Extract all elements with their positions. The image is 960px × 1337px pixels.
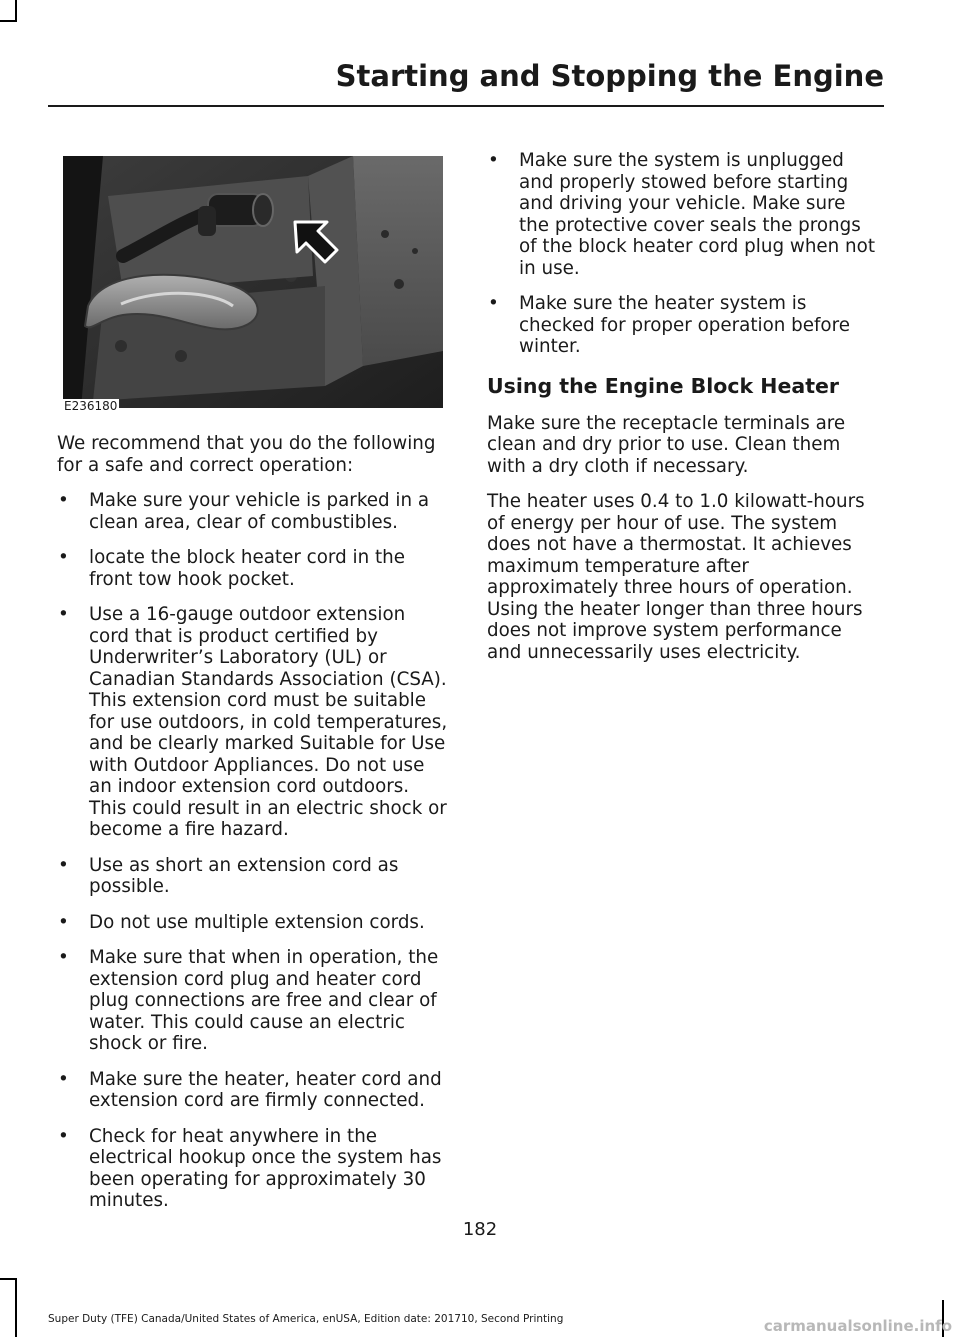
crop-mark-bottom-left-vertical — [15, 1278, 17, 1337]
watermark: carmanualsonline.info — [763, 1317, 952, 1335]
bullet-marker: • — [58, 911, 69, 933]
list-item — [57, 490, 449, 533]
list-item — [57, 1126, 449, 1212]
right-column — [487, 150, 881, 677]
crop-mark-top-left-vertical — [15, 0, 17, 22]
bullet-marker: • — [58, 490, 69, 511]
list-item-text: Do not use multiple extension cords. — [89, 911, 425, 933]
bullet-marker: • — [58, 1125, 69, 1147]
left-column — [57, 433, 449, 1226]
list-item — [487, 150, 881, 279]
list-item-text: Make sure your vehicle is parked in a clean area, clear of combustibles. — [89, 490, 430, 533]
bullet-marker: • — [58, 1068, 69, 1090]
list-item-text: Check for heat anywhere in the electrical hookup once the system has been operating for approximately 30 minutes. — [89, 1125, 442, 1211]
engine-bay-drawing — [63, 156, 443, 408]
list-item — [57, 1069, 449, 1112]
footer-text: Super Duty (TFE) Canada/United States of America, enUSA, Edition date: 201710, Second Printing — [48, 1313, 564, 1325]
bullet-marker: • — [488, 293, 499, 314]
section-heading: Using the Engine Block Heater — [487, 373, 840, 398]
page-title: Starting and Stopping the Engine — [335, 59, 884, 93]
bullet-marker: • — [488, 150, 499, 171]
bullet-marker: • — [58, 947, 69, 968]
bullet-marker: • — [58, 854, 69, 876]
list-item-text: Use as short an extension cord as possible. — [89, 854, 399, 897]
list-item — [57, 912, 449, 934]
paragraph: Make sure the receptacle terminals are clean and dry prior to use. Clean them with a dry cloth if necessary. — [487, 412, 846, 477]
list-item — [57, 947, 449, 1055]
paragraph: The heater uses 0.4 to 1.0 kilowatt-hours of energy per hour of use. The system does not have a thermostat. It achieves maximum temperature after approximately three hours of operation. Using the heater longer than three hours does not improve system performance and unnecessarily uses electricity. — [487, 491, 865, 663]
list-item — [57, 855, 449, 898]
header-rule — [48, 105, 884, 107]
list-item-text: Make sure that when in operation, the extension cord plug and heater cord plug connections are free and clear of water. This could cause an electric shock or fire. — [89, 947, 439, 1054]
list-item-text: Make sure the system is unplugged and properly stowed before starting and driving your vehicle. Make sure the protective cover seals the prongs of the block heater cord plug when not in use. — [519, 150, 875, 279]
crop-mark-bottom-left-horizontal — [0, 1278, 17, 1280]
bullet-marker: • — [58, 547, 69, 568]
crop-mark-top-left-horizontal — [0, 20, 17, 22]
list-item-text: Make sure the heater system is checked for proper operation before winter. — [519, 293, 850, 357]
list-item — [57, 604, 449, 841]
figure-id: E236180 — [64, 399, 118, 413]
bullet-marker: • — [58, 604, 69, 625]
intro-paragraph: We recommend that you do the following for a safe and correct operation: — [57, 433, 436, 476]
page-number: 182 — [462, 1219, 498, 1240]
list-item-text: Make sure the heater, heater cord and extension cord are firmly connected. — [89, 1068, 442, 1111]
list-item — [57, 547, 449, 590]
block-heater-illustration — [63, 156, 443, 408]
list-item-text: Use a 16-gauge outdoor extension cord that is product certified by Underwriter’s Laboratory (UL) or Canadian Standards Association (CSA). This extension cord must be suitable for use outdoors, in cold temperatures, and be clearly marked Suitable for Use with Outdoor Appliances. Do not use an indoor extension cord outdoors. This could result in an electric shock or become a fire hazard. — [89, 604, 448, 840]
list-item-text: locate the block heater cord in the front tow hook pocket. — [89, 547, 405, 590]
list-item — [487, 293, 881, 358]
right-bullet-list — [487, 150, 881, 358]
safety-bullet-list — [57, 490, 449, 1212]
